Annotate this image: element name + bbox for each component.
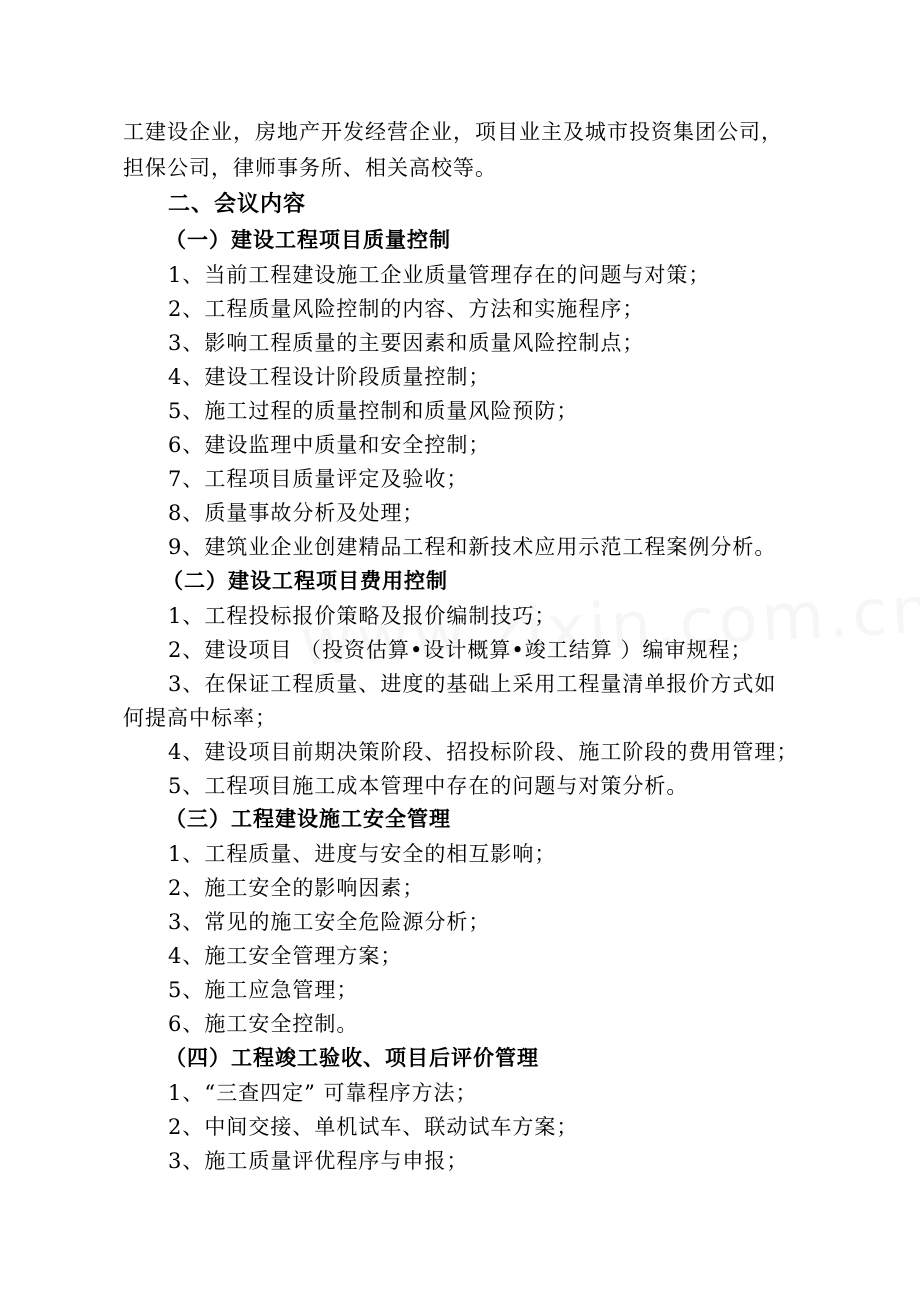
list-item: 3、影响工程质量的主要因素和质量风险控制点； [168, 331, 645, 355]
list-item: 5、施工应急管理； [168, 978, 359, 1002]
subsection-heading: （四）工程竣工验收、项目后评价管理 [165, 1045, 539, 1070]
body-line: 工建设企业，房地产开发经营企业，项目业主及城市投资集团公司， [123, 120, 783, 144]
subsection-heading: （三）工程建设施工安全管理 [165, 806, 451, 831]
list-item: 1、当前工程建设施工企业质量管理存在的问题与对策； [168, 263, 711, 287]
list-item: 4、建设工程设计阶段质量控制； [168, 365, 491, 389]
list-item: 2、建设项目 （投资估算•设计概算•竣工结算 ）编审规程； [168, 638, 753, 662]
subsection-heading: （二）建设工程项目费用控制 [162, 568, 448, 593]
list-item: 4、施工安全管理方案； [168, 944, 403, 968]
list-item: 7、工程项目质量评定及验收； [168, 467, 469, 491]
list-item: 3、施工质量评优程序与申报； [168, 1149, 469, 1173]
list-item: 3、在保证工程质量、进度的基础上采用工程量清单报价方式如 [168, 672, 777, 696]
list-item: 1、工程质量、进度与安全的相互影响； [168, 842, 557, 866]
list-item: 6、建设监理中质量和安全控制； [168, 433, 491, 457]
section-heading: 二、会议内容 [168, 191, 307, 217]
list-item: 8、质量事故分析及处理； [168, 501, 425, 525]
body-line: 何提高中标率； [123, 706, 277, 730]
list-item: 3、常见的施工安全危险源分析； [168, 910, 491, 934]
list-item: 9、建筑业企业创建精品工程和新技术应用示范工程案例分析。 [168, 535, 777, 559]
list-item: 1、“三查四定” 可靠程序方法； [168, 1081, 478, 1105]
list-item: 2、工程质量风险控制的内容、方法和实施程序； [168, 297, 645, 321]
list-item: 6、施工安全控制。 [168, 1012, 359, 1036]
list-item: 1、工程投标报价策略及报价编制技巧； [168, 604, 557, 628]
list-item: 5、工程项目施工成本管理中存在的问题与对策分析。 [168, 774, 689, 798]
list-item: 4、建设项目前期决策阶段、招投标阶段、施工阶段的费用管理； [168, 740, 799, 764]
body-line: 担保公司，律师事务所、相关高校等。 [123, 156, 497, 180]
list-item: 5、施工过程的质量控制和质量风险预防； [168, 399, 579, 423]
list-item: 2、施工安全的影响因素； [168, 876, 425, 900]
list-item: 2、中间交接、单机试车、联动试车方案； [168, 1115, 579, 1139]
subsection-heading: （一）建设工程项目质量控制 [165, 227, 451, 252]
